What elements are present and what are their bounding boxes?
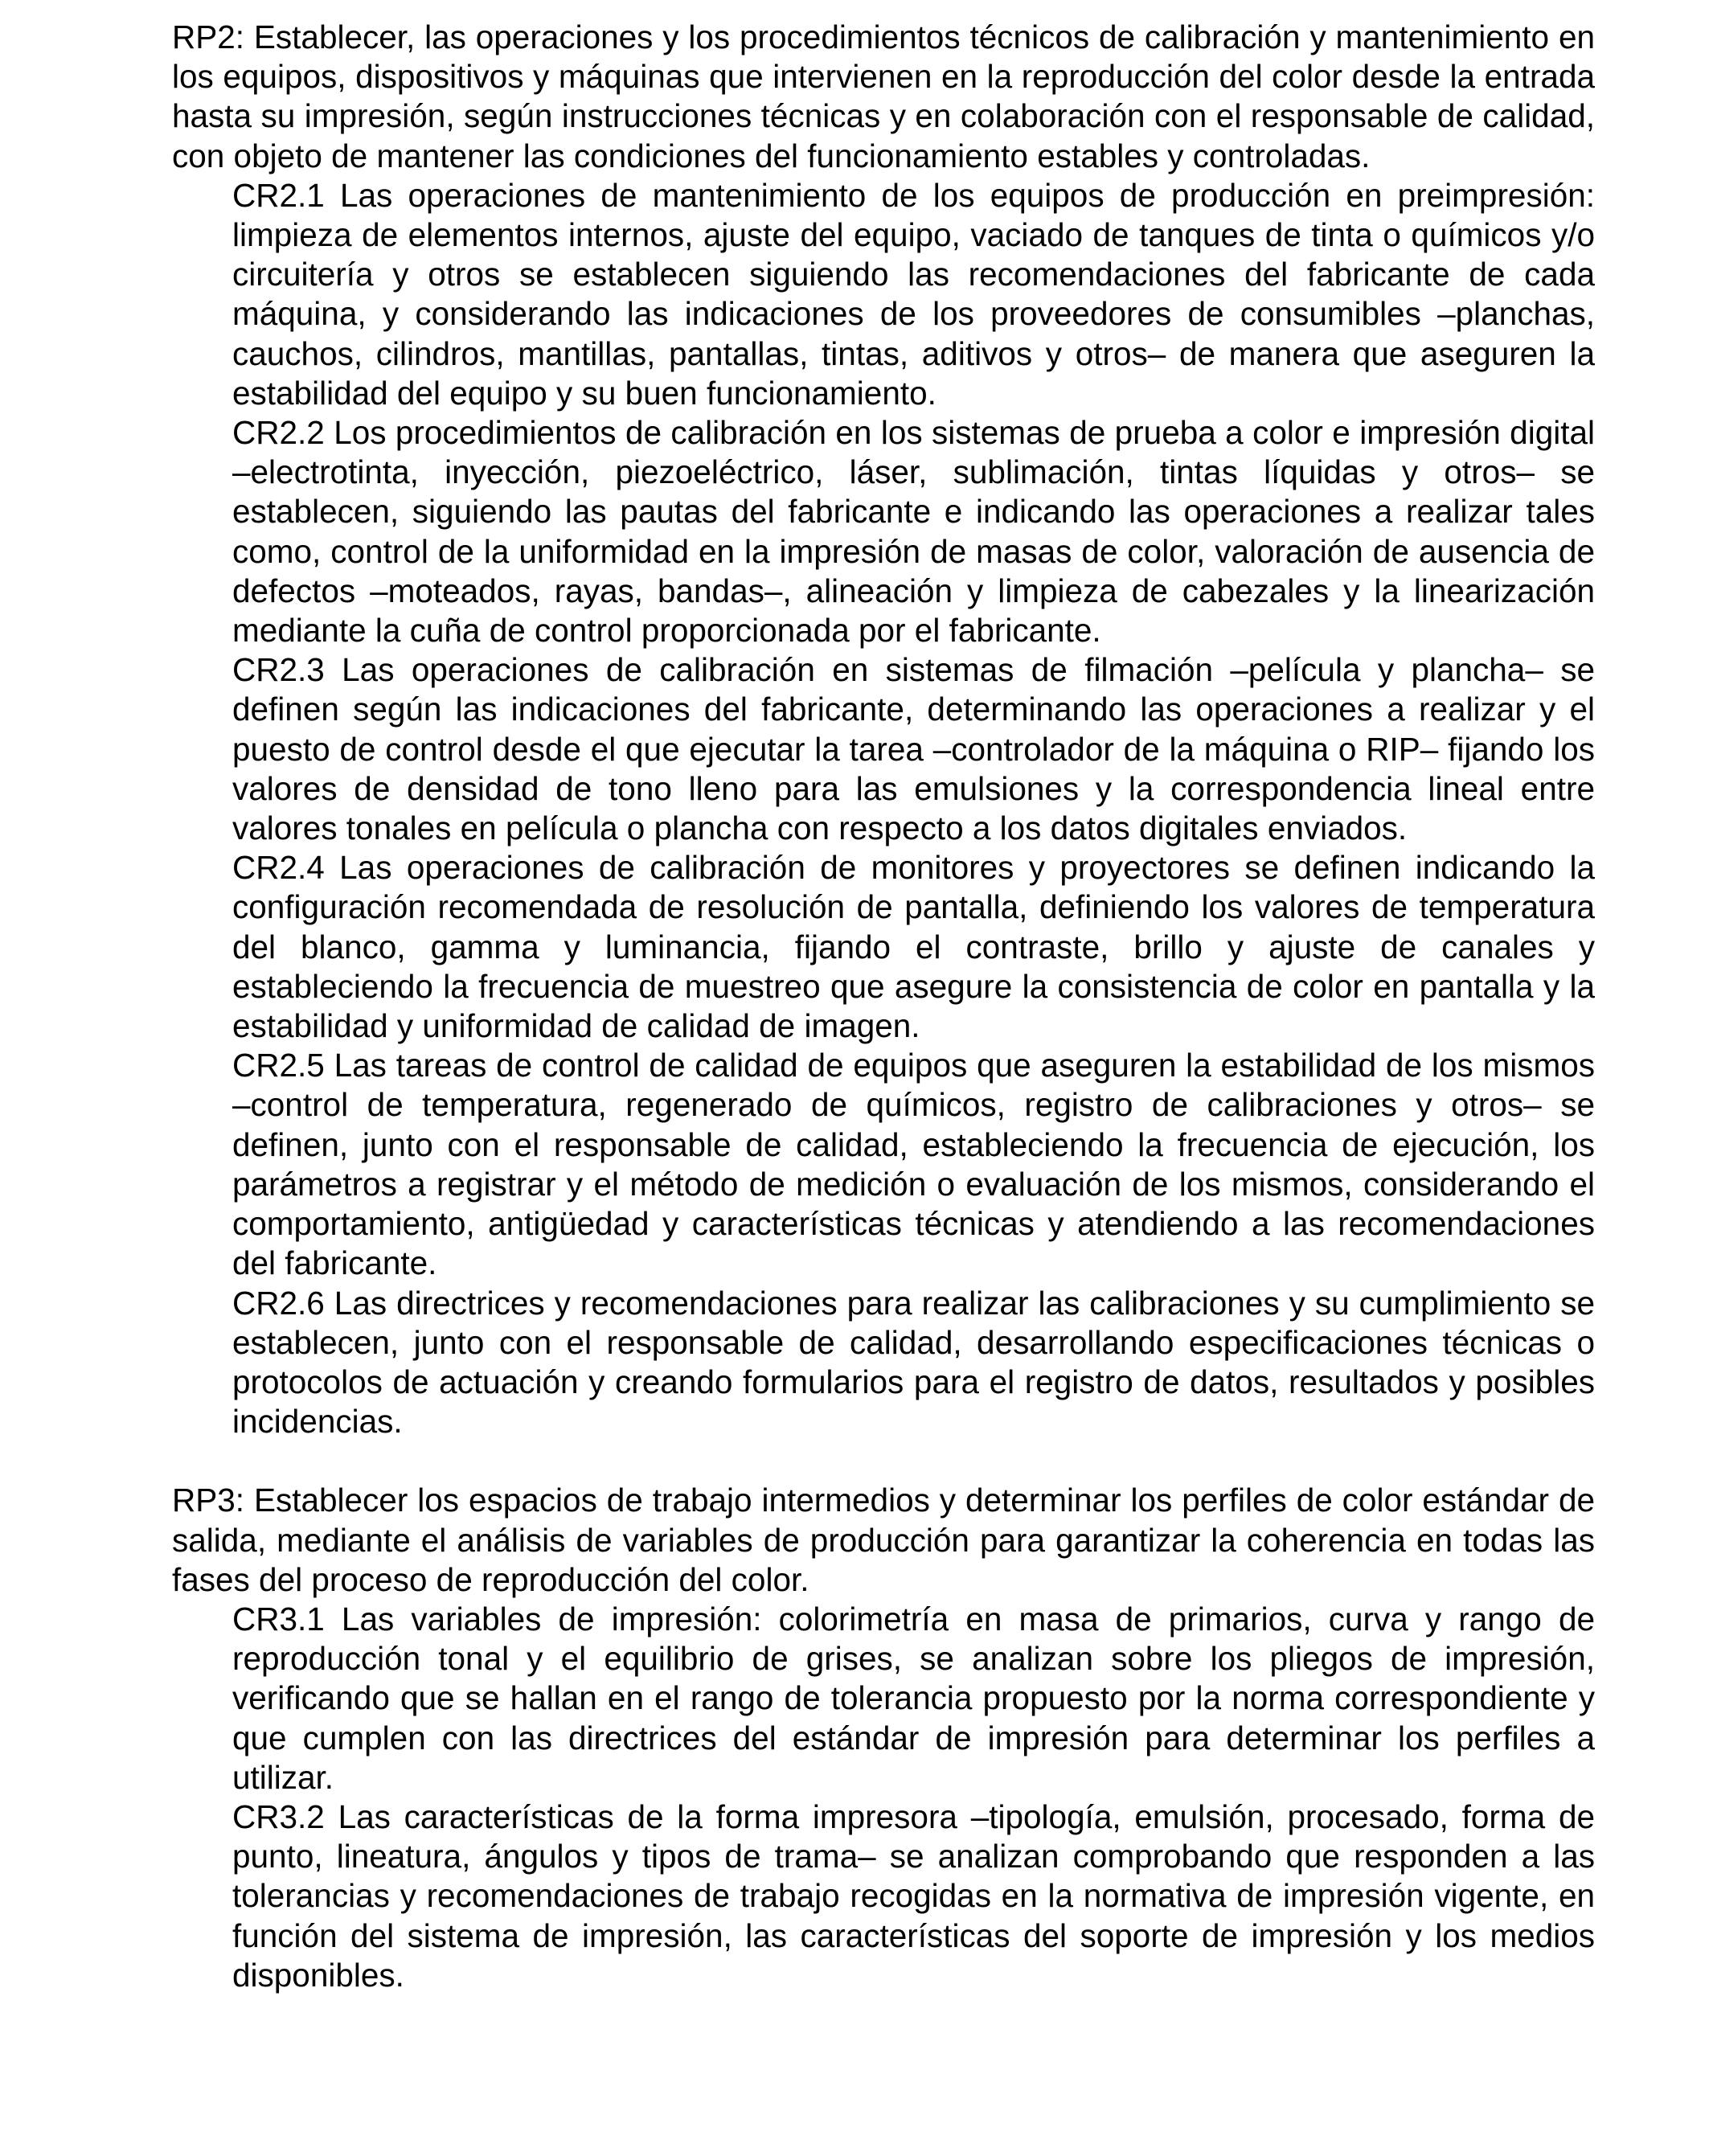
cr2-6-paragraph: CR2.6 Las directrices y recomendaciones para realizar las calibraciones y su cumplimiento se establecen, junto con el responsable de calidad, desarrollando especificaciones técnicas o protocolos de actuación y creando formularios para el registro de datos, resultados y posibles incidencias. — [232, 1284, 1595, 1441]
cr3-1-paragraph: CR3.1 Las variables de impresión: colorimetría en masa de primarios, curva y rango de reproducción tonal y el equilibrio de grises, se analizan sobre los pliegos de impresión, verificando que se hallan en el rango de tolerancia propuesto por la norma correspondiente y que cumplen con las directrices del estándar de impresión para determinar los perfiles a utilizar. — [232, 1600, 1595, 1796]
section-spacer — [172, 1441, 1595, 1481]
cr3-2-paragraph: CR3.2 Las características de la forma impresora –tipología, emulsión, procesado, forma de punto, lineatura, ángulos y tipos de trama– se analizan comprobando que responden a las tolerancias y recomendaciones de trabajo recogidas en la normativa de impresión vigente, en función del sistema de impresión, las características del soporte de impresión y los medios disponibles. — [232, 1797, 1595, 1994]
cr2-4-paragraph: CR2.4 Las operaciones de calibración de monitores y proyectores se definen indicando la configuración recomendada de resolución de pantalla, definiendo los valores de temperatura del blanco, gamma y luminancia, fijando el contraste, brillo y ajuste de canales y estableciendo la frecuencia de muestreo que asegure la consistencia de color en pantalla y la estabilidad y uniformidad de calidad de imagen. — [232, 849, 1595, 1045]
cr2-1-paragraph: CR2.1 Las operaciones de mantenimiento de los equipos de producción en preimpresión: limpieza de elementos internos, ajuste del equipo, vaciado de tanques de tinta o químicos y/o circuitería y otros se establecen siguiendo las recomendaciones del fabricante de cada máquina, y considerando las indicaciones de los proveedores de consumibles –planchas, cauchos, cilindros, mantillas, pantallas, tintas, aditivos y otros– de manera que aseguren la estabilidad del equipo y su buen funcionamiento. — [232, 176, 1595, 412]
document-page — [172, 18, 1595, 1995]
cr2-5-paragraph: CR2.5 Las tareas de control de calidad de equipos que aseguren la estabilidad de los mismos –control de temperatura, regenerado de químicos, registro de calibraciones y otros– se definen, junto con el responsable de calidad, estableciendo la frecuencia de ejecución, los parámetros a registrar y el método de medición o evaluación de los mismos, considerando el comportamiento, antigüedad y características técnicas y atendiendo a las recomendaciones del fabricante. — [232, 1047, 1595, 1282]
rp3-paragraph: RP3: Establecer los espacios de trabajo intermedios y determinar los perfiles de color estándar de salida, mediante el análisis de variables de producción para garantizar la coherencia en todas las fases del proceso de reproducción del color. — [172, 1482, 1595, 1598]
rp2-paragraph: RP2: Establecer, las operaciones y los procedimientos técnicos de calibración y mantenimiento en los equipos, dispositivos y máquinas que intervienen en la reproducción del color desde la entrada hasta su impresión, según instrucciones técnicas y en colaboración con el responsable de calidad, con objeto de mantener las condiciones del funcionamiento estables y controladas. — [172, 18, 1595, 174]
cr2-3-paragraph: CR2.3 Las operaciones de calibración en sistemas de filmación –película y plancha– se definen según las indicaciones del fabricante, determinando las operaciones a realizar y el puesto de control desde el que ejecutar la tarea –controlador de la máquina o RIP– fijando los valores de densidad de tono lleno para las emulsiones y la correspondencia lineal entre valores tonales en película o plancha con respecto a los datos digitales enviados. — [232, 651, 1595, 847]
cr2-2-paragraph: CR2.2 Los procedimientos de calibración en los sistemas de prueba a color e impresión digital –electrotinta, inyección, piezoeléctrico, láser, sublimación, tintas líquidas y otros– se establecen, siguiendo las pautas del fabricante e indicando las operaciones a realizar tales como, control de la uniformidad en la impresión de masas de color, valoración de ausencia de defectos –moteados, rayas, bandas–, alineación y limpieza de cabezales y la linearización mediante la cuña de control proporcionada por el fabricante. — [232, 414, 1595, 650]
